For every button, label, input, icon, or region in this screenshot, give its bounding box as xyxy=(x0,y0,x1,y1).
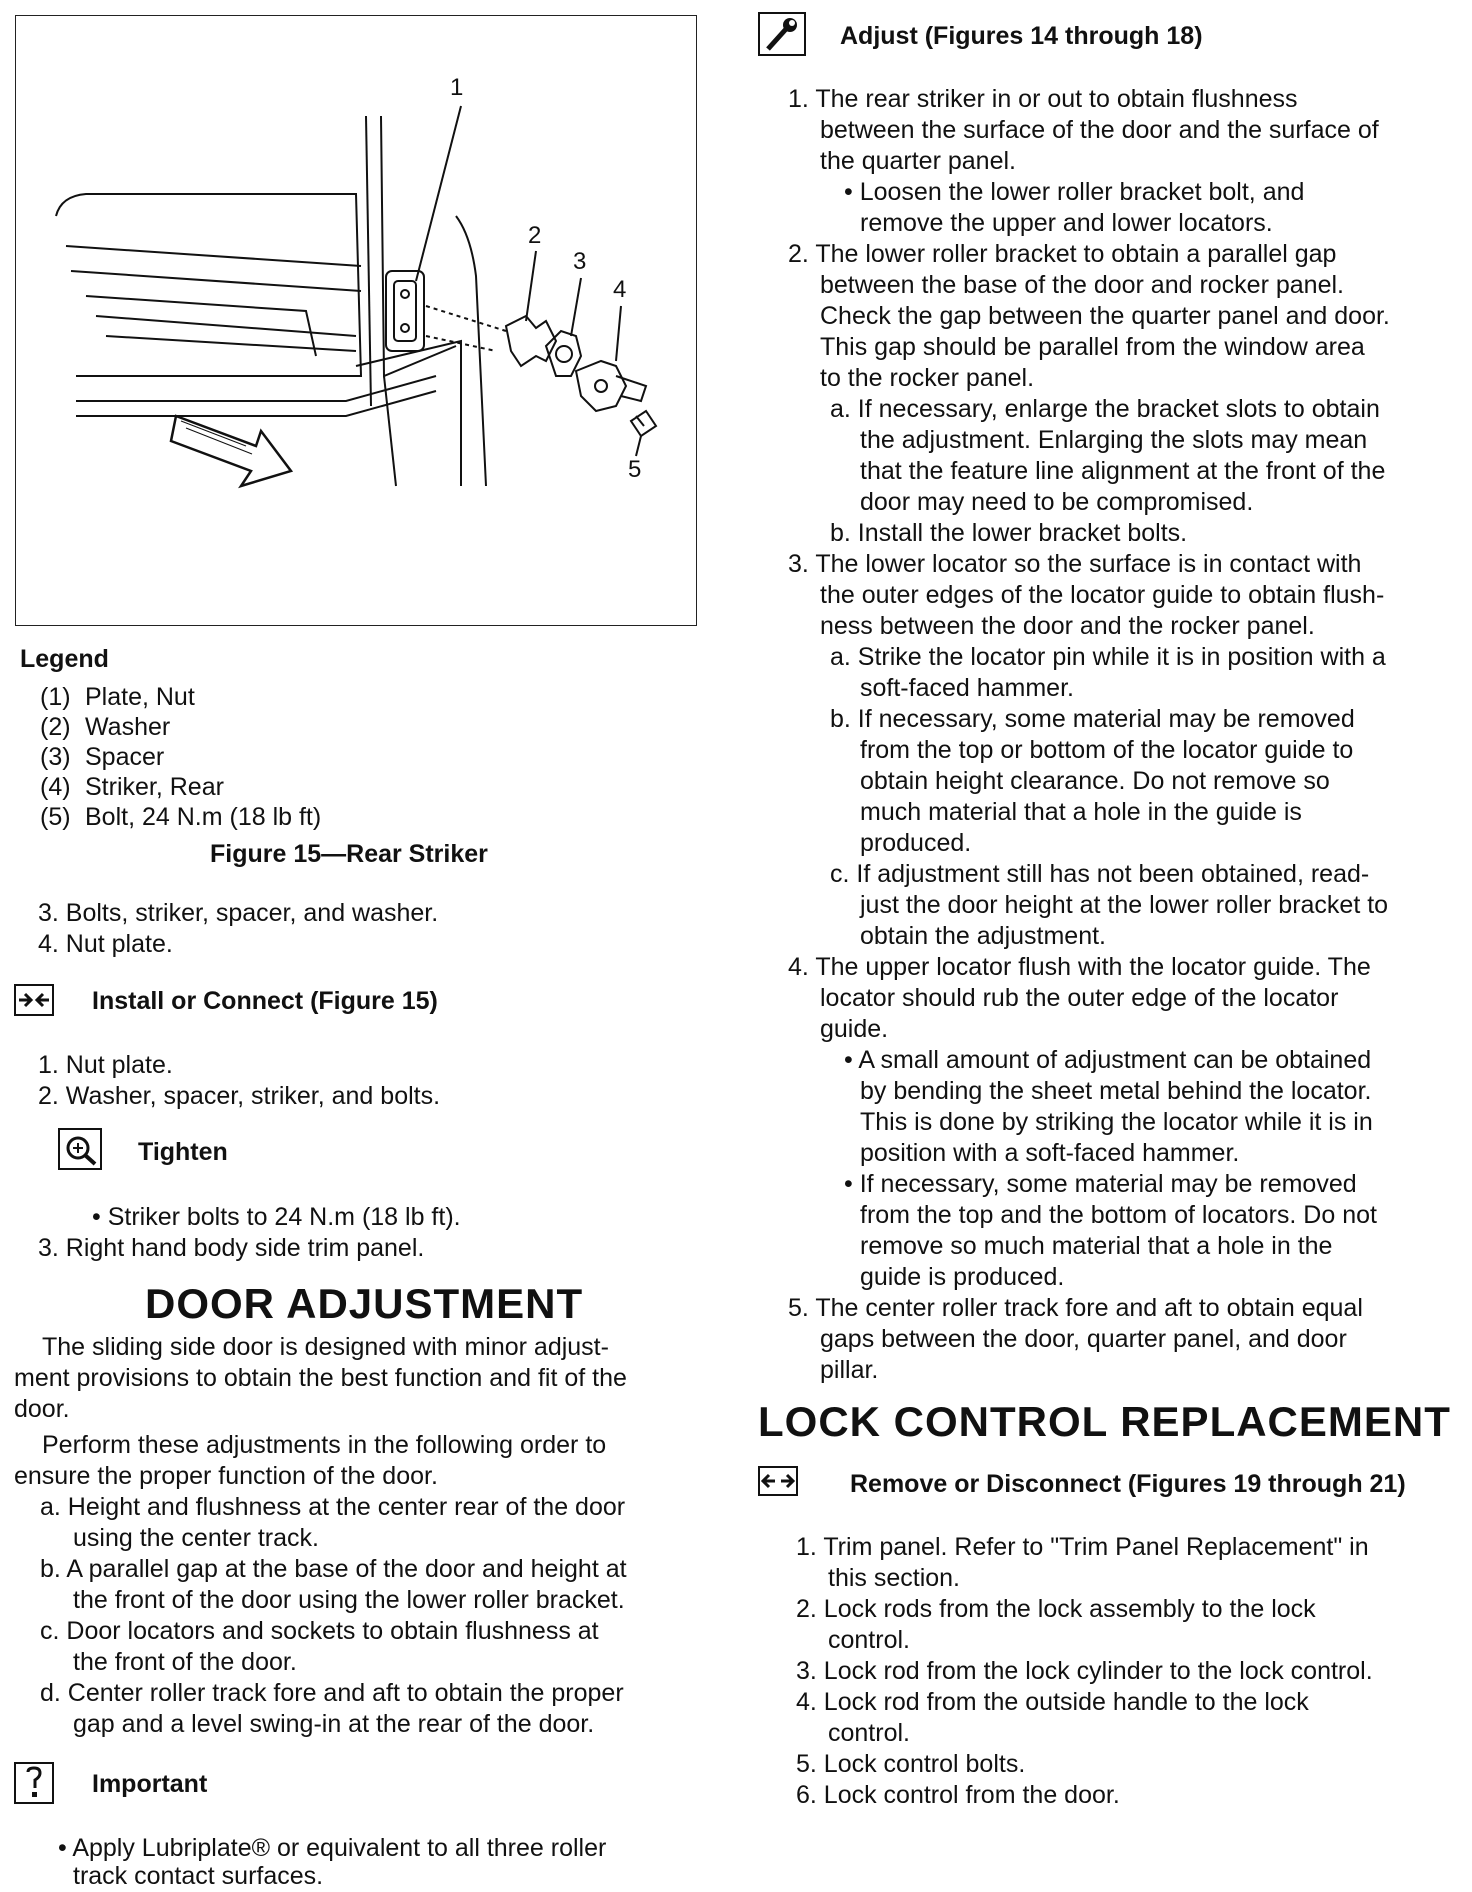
remove-line: 4. Lock rod from the outside handle to the lock xyxy=(796,1688,1309,1716)
adjust-line: ness between the door and the rocker panel. xyxy=(820,612,1315,640)
remove-line: 5. Lock control bolts. xyxy=(796,1750,1026,1778)
remove-disconnect-label: Remove or Disconnect (Figures 19 through 21) xyxy=(850,1470,1406,1498)
adjust-line: much material that a hole in the guide is xyxy=(860,798,1302,826)
remove-disconnect-icon xyxy=(758,1466,798,1496)
callout-5: 5 xyxy=(628,456,642,483)
adjust-line: door may need to be compromised. xyxy=(860,488,1254,516)
adjust-line: 5. The center roller track fore and aft to obtain equal xyxy=(788,1294,1363,1322)
order-item: d. Center roller track fore and aft to obtain the proper xyxy=(40,1679,624,1707)
callout-1: 1 xyxy=(450,74,464,101)
important-label: Important xyxy=(92,1770,208,1798)
rear-striker-illustration xyxy=(16,16,696,625)
adjust-line: • If necessary, some material may be removed xyxy=(844,1170,1357,1198)
adjust-line: Check the gap between the quarter panel and door. xyxy=(820,302,1390,330)
door-adjustment-heading: DOOR ADJUSTMENT xyxy=(145,1280,584,1327)
door-intro-line: ment provisions to obtain the best function and fit of the xyxy=(14,1364,627,1392)
adjust-line: c. If adjustment still has not been obtained, read- xyxy=(830,860,1370,888)
door-intro-line: ensure the proper function of the door. xyxy=(14,1462,438,1490)
adjust-line: soft-faced hammer. xyxy=(860,674,1074,702)
tighten-icon xyxy=(58,1128,102,1170)
order-item-cont: the front of the door using the lower roller bracket. xyxy=(73,1586,625,1614)
order-item-cont: gap and a level swing-in at the rear of the door. xyxy=(73,1710,595,1738)
remove-line: 2. Lock rods from the lock assembly to the lock xyxy=(796,1595,1316,1623)
figure-15-rear-striker xyxy=(15,15,697,626)
door-intro-line: door. xyxy=(14,1395,70,1423)
adjust-line: just the door height at the lower roller bracket to xyxy=(860,891,1389,919)
adjust-line: b. Install the lower bracket bolts. xyxy=(830,519,1188,547)
adjust-line: guide is produced. xyxy=(860,1263,1065,1291)
adjust-line: from the top or bottom of the locator guide to xyxy=(860,736,1354,764)
adjust-line: between the surface of the door and the surface of xyxy=(820,116,1379,144)
adjust-line: gaps between the door, quarter panel, and door xyxy=(820,1325,1347,1353)
important-bullet-cont: track contact surfaces. xyxy=(73,1862,324,1890)
adjust-line: the adjustment. Enlarging the slots may mean xyxy=(860,426,1368,454)
adjust-icon xyxy=(758,12,806,56)
adjust-line: locator should rub the outer edge of the locator xyxy=(820,984,1339,1012)
legend-item: (1) Plate, Nut xyxy=(40,683,195,711)
adjust-line: 1. The rear striker in or out to obtain flushness xyxy=(788,85,1298,113)
adjust-line: that the feature line alignment at the front of the xyxy=(860,457,1386,485)
remove-line: control. xyxy=(828,1626,910,1654)
callout-3: 3 xyxy=(573,248,587,275)
remove-line: control. xyxy=(828,1719,910,1747)
adjust-line: from the top and the bottom of locators. Do not xyxy=(860,1201,1377,1229)
lock-control-replacement-heading: LOCK CONTROL REPLACEMENT xyxy=(758,1398,1451,1445)
legend-item: (4) Striker, Rear xyxy=(40,773,224,801)
adjust-line: • A small amount of adjustment can be obtained xyxy=(844,1046,1372,1074)
adjust-line: obtain height clearance. Do not remove so xyxy=(860,767,1330,795)
callout-2: 2 xyxy=(528,222,542,249)
adjust-line: a. If necessary, enlarge the bracket slots to obtain xyxy=(830,395,1380,423)
install-step: 1. Nut plate. xyxy=(38,1051,173,1079)
remove-line: this section. xyxy=(828,1564,961,1592)
adjust-label: Adjust (Figures 14 through 18) xyxy=(840,22,1203,50)
order-item-cont: using the center track. xyxy=(73,1524,319,1552)
adjust-line: the outer edges of the locator guide to obtain flush- xyxy=(820,581,1385,609)
important-icon xyxy=(14,1762,54,1804)
legend-title: Legend xyxy=(20,645,109,673)
adjust-line: a. Strike the locator pin while it is in position with a xyxy=(830,643,1386,671)
adjust-line: guide. xyxy=(820,1015,889,1043)
install-step: 2. Washer, spacer, striker, and bolts. xyxy=(38,1082,441,1110)
tighten-bullet: • Striker bolts to 24 N.m (18 lb ft). xyxy=(92,1203,461,1231)
adjust-line: remove so much material that a hole in the xyxy=(860,1232,1333,1260)
adjust-line: 3. The lower locator so the surface is in contact with xyxy=(788,550,1362,578)
adjust-line: obtain the adjustment. xyxy=(860,922,1106,950)
figure-caption: Figure 15—Rear Striker xyxy=(210,840,488,868)
install-connect-icon xyxy=(14,984,54,1016)
adjust-line: pillar. xyxy=(820,1356,879,1384)
adjust-line: between the base of the door and rocker panel. xyxy=(820,271,1344,299)
legend-item: (3) Spacer xyxy=(40,743,165,771)
adjust-line: to the rocker panel. xyxy=(820,364,1035,392)
legend-item: (2) Washer xyxy=(40,713,171,741)
callout-4: 4 xyxy=(613,276,627,303)
adjust-line: 2. The lower roller bracket to obtain a parallel gap xyxy=(788,240,1337,268)
remove-step: 4. Nut plate. xyxy=(38,930,173,958)
remove-line: 3. Lock rod from the lock cylinder to the lock control. xyxy=(796,1657,1373,1685)
order-item: c. Door locators and sockets to obtain flushness at xyxy=(40,1617,599,1645)
remove-line: 6. Lock control from the door. xyxy=(796,1781,1120,1809)
adjust-line: This is done by striking the locator while it is in xyxy=(860,1108,1373,1136)
adjust-line: This gap should be parallel from the window area xyxy=(820,333,1365,361)
adjust-line: • Loosen the lower roller bracket bolt, and xyxy=(844,178,1305,206)
remove-step: 3. Bolts, striker, spacer, and washer. xyxy=(38,899,439,927)
remove-line: 1. Trim panel. Refer to "Trim Panel Replacement" in xyxy=(796,1533,1369,1561)
order-item-cont: the front of the door. xyxy=(73,1648,297,1676)
adjust-line: the quarter panel. xyxy=(820,147,1016,175)
install-step: 3. Right hand body side trim panel. xyxy=(38,1234,425,1262)
install-connect-label: Install or Connect (Figure 15) xyxy=(92,987,438,1015)
adjust-line: by bending the sheet metal behind the locator. xyxy=(860,1077,1372,1105)
door-intro-line: The sliding side door is designed with minor adjust- xyxy=(42,1333,609,1361)
adjust-line: 4. The upper locator flush with the locator guide. The xyxy=(788,953,1371,981)
tighten-label: Tighten xyxy=(138,1138,228,1166)
important-bullet: • Apply Lubriplate® or equivalent to all three roller xyxy=(58,1834,607,1862)
order-item: a. Height and flushness at the center rear of the door xyxy=(40,1493,626,1521)
adjust-line: position with a soft-faced hammer. xyxy=(860,1139,1240,1167)
order-item: b. A parallel gap at the base of the door and height at xyxy=(40,1555,627,1583)
adjust-line: produced. xyxy=(860,829,972,857)
adjust-line: b. If necessary, some material may be removed xyxy=(830,705,1355,733)
legend-item: (5) Bolt, 24 N.m (18 lb ft) xyxy=(40,803,322,831)
door-intro-line: Perform these adjustments in the following order to xyxy=(42,1431,607,1459)
adjust-line: remove the upper and lower locators. xyxy=(860,209,1273,237)
